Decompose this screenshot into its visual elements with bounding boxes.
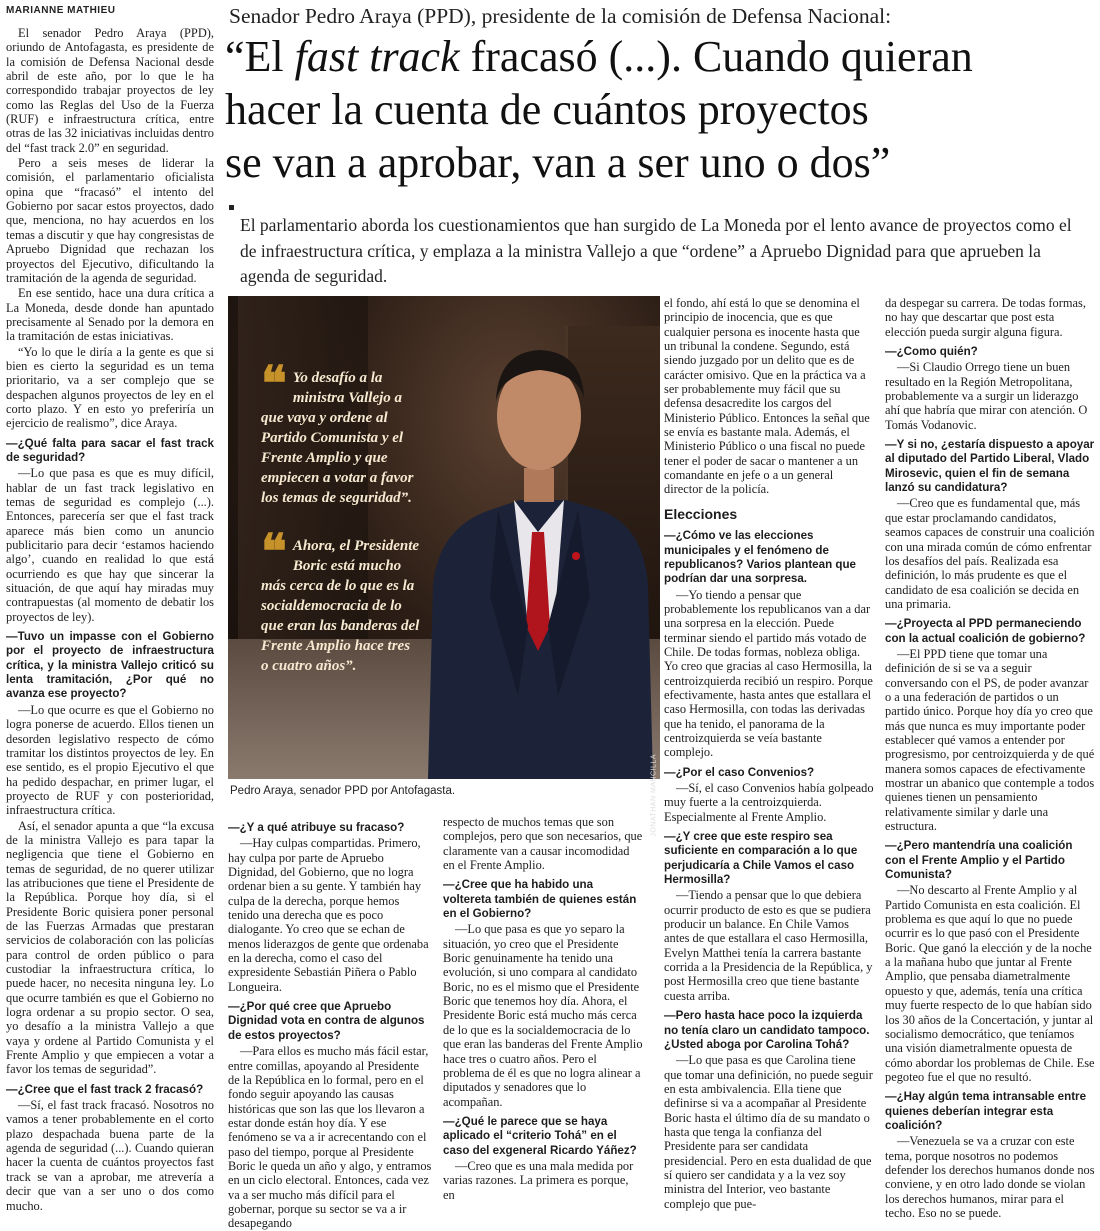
deck-bullet — [229, 205, 234, 210]
interview-question: —¿Como quién? — [885, 345, 978, 359]
article-paragraph: Pero a seis meses de liderar la comisión, el parlamentario oficialista opina que “fracasó” el intento del Gobierno por sacar estos proyectos, dado que, menciona, no hay acuerdos en los temas a discutir y que hay congresistas de Apruebo Dignidad que rechazan los proyectos del Ejecutivo, dificultando la tramitación de la agenda de seguridad. — [6, 156, 214, 285]
pull-quote-2 — [261, 526, 421, 676]
headline-line1-rest: fracasó (...). Cuando quieran — [459, 32, 973, 81]
article-paragraph: —No descarto al Frente Amplio y al Partido Comunista en esta coalición. El problema es que aquí lo que no puede ocurrir es lo que pasó con el Presidente Boric. Que ganó la elección y de la noche a la mañana hubo que juntar al Frente Amplio, que pensaba diametralmente opuesto y que, además, tenía una crítica muy fuerte respecto de lo que habían sido los 30 años de la Concertación, y juntar al socialismo democrático, que teníamos una visión diametralmente opuesta de cómo abordar los problemas de Chile. Ese pegoteo fue el que no resultó. — [885, 883, 1095, 1084]
interview-question: —¿Y cree que este respiro sea suficiente en comparación a lo que perjudicaría a Chile Vamos el caso Hermosilla? — [664, 830, 858, 887]
headline-line-1 — [225, 30, 1095, 83]
interview-question: —¿Cómo ve las elecciones municipales y el fenómeno de republicanos? Varios plantean que podrían dar una sorpresa. — [664, 529, 856, 586]
pull-quote-1-text: Yo desafío a la ministra Vallejo a que vaya y ordene al Partido Comunista y el Frente Amplio y que empiecen a votar a favor los temas de seguridad”. — [261, 370, 414, 506]
article-paragraph: el fondo, ahí está lo que se denomina el principio de inocencia, que es que cualquier persona es inocente hasta que un tribunal la condene. Segundo, está siendo juzgado por un delito que es de carácter omisivo. Que en la práctica va a ser probablemente muy fácil que su defensa desacredite los cargos del Ministerio Público. Entonces la señal que se envía es bastante mala. Además, el Ministerio Público o una fiscal no puede tener el poder de sacar o mantener a un comandante en jefe o a un general director de la policía. — [664, 296, 870, 497]
interview-question: —Y si no, ¿estaría dispuesto a apoyar al diputado del Partido Liberal, Vlado Mirosevic, quien el fin de semana lanzó su candidatura? — [885, 438, 1095, 495]
article-column-4 — [664, 296, 874, 1211]
article-paragraph: —Creo que es fundamental que, más que estar proclamando candidatos, seamos capaces de construir una coalición con una mirada común de cómo enfrentar los desafíos del país. Realizada esa definición, lo más prudente es que el candidato de esa coalición se decida en una primaria. — [885, 496, 1095, 611]
headline-italic: fast track — [294, 32, 460, 81]
section-heading: Elecciones — [664, 505, 738, 522]
article-paragraph: —Lo que pasa es que yo separo la situación, yo creo que el Presidente Boric genuinamente ha tenido una evolución, si uno compara al candidato Boric, no es el mismo que el Presidente Boric que tenemos hoy día. Ahora, el Presidente Boric está mucho más cerca de lo que es la socialdemocracia de lo que eran las banderas del Frente Amplio hace tres o cuatro años. Pero el problema de él es que no logra alinear a diputados y senadores que lo acompañan. — [443, 922, 643, 1109]
interview-question: —¿Por el caso Convenios? — [664, 765, 815, 779]
byline: MARIANNE MATHIEU — [6, 5, 116, 16]
article-paragraph: “Yo lo que le diría a la gente es que si bien es cierto la seguridad es un tema prioritario, va a ser complejo que se despachen algunos proyectos de ley en el corto plazo. Y en esto yo preferiría un ejercicio de realismo”, dice Araya. — [6, 344, 214, 431]
interview-question: —¿Cree que el fast track 2 fracasó? — [6, 1082, 204, 1096]
article-paragraph: Así, el senador apunta a que “la excusa de la ministra Vallejo es para tapar la negligencia que tiene el Gobierno en temas de seguridad, de no querer utilizar las atribuciones que tiene el Presidente de la República. Porque hoy día, si el Presidente Boric quisiera poner personal de las Fuerzas Armadas que prestaran servicios de colaboración con las policías para control de orden público o para custodiar la infraestructura crítica, lo puede hacer, no necesita ninguna ley. Lo que ocurre también es que el Gobierno no logra ordenar a su propio sector. O sea, yo desafío a la ministra Vallejo a que vaya y ordene al Partido Comunista y el Frente Amplio y que empiecen a votar a favor los temas de seguridad”. — [6, 818, 214, 1077]
article-column-1 — [6, 26, 214, 1213]
article-column-5 — [885, 296, 1095, 1220]
interview-question: —¿Qué falta para sacar el fast track de seguridad? — [6, 436, 214, 464]
article-paragraph: En ese sentido, hace una dura crítica a La Moneda, desde donde han apuntado precisamente al Senado por la demora en la tramitación de estas iniciativas. — [6, 286, 214, 344]
quote-mark-icon: ❝ — [261, 526, 287, 579]
article-paragraph: —Tiendo a pensar que lo que debiera ocurrir producto de esto es que se pudiera producir un balance. En Chile Vamos antes de que estallara el caso Hermosilla, Evelyn Matthei tenía la carrera bastante corrida a la Presidencia de la República, y post Hermosilla creo que tiene bastante cuesta arriba. — [664, 888, 873, 1003]
interview-question: —¿Por qué cree que Apruebo Dignidad vota en contra de algunos de estos proyectos? — [228, 1000, 425, 1042]
article-paragraph: —Venezuela se va a cruzar con este tema, porque nosotros no podemos defender los derechos humanos donde nos conviene, y en otro lado donde se violan los derechos humanos, mirar para el techo. Eso no se puede. — [885, 1134, 1095, 1220]
headline-line-2: hacer la cuenta de cuántos proyectos — [225, 85, 869, 134]
article-paragraph: El senador Pedro Araya (PPD), oriundo de Antofagasta, es presidente de la comisión de Defensa Nacional desde abril de este año, por lo que le ha correspondido trabajar proyectos de ley como las Reglas del Uso de la Fuerza (RUF) e infraestructura crítica, entre otras de las 32 iniciativas incluidas dentro del “fast track 2.0” en seguridad. — [6, 26, 214, 155]
interview-question: —¿Pero mantendría una coalición con el Frente Amplio y el Partido Comunista? — [885, 839, 1073, 882]
article-paragraph: —Lo que ocurre es que el Gobierno no logra ponerse de acuerdo. Ellos tienen un desorden legislativo respecto de cómo tramitar los distintos proyectos de ley. En ese sentido, es el propio Ejecutivo el que ha pedido despachar, en primer lugar, el proyecto de RUF y con posterioridad, infraestructura crítica. — [6, 702, 214, 818]
article-paragraph: —Hay culpas compartidas. Primero, hay culpa por parte de Apruebo Dignidad, del Gobierno, que no logra ordenar bien a su gente. Y también hay culpa de la derecha, porque hemos tenido una derecha que es poco dialogante. Yo creo que se echan de menos liderazgos de gente que ordenaba en la derecha, como el caso del expresidente Sebastián Piñera o Pablo Longueira. — [228, 836, 429, 994]
article-paragraph: —Creo que es una mala medida por varias razones. La primera es porque, en — [443, 1158, 634, 1202]
interview-question: —¿Cree que ha habido una voltereta también de quienes están en el Gobierno? — [443, 878, 637, 921]
article-paragraph: —Yo tiendo a pensar que probablemente los republicanos van a dar una sorpresa en la elección. Puede terminar siendo el partido más votado de Chile. De todas formas, nobleza obliga. Yo creo que gracias al caso Hermosilla, la centroizquierda recibió un respiro. Porque efectivamente, hasta antes que estallara el caso Hermosilla, con todas las derivadas que ha tenido, el panorama de la centroizquierda se veía bastante complejo. — [664, 587, 873, 760]
article-paragraph: —Lo que pasa es que Carolina tiene que tomar una definición, no puede seguir en esta ambivalencia. Ella tiene que definirse si va a acompañar al Presidente Boric hasta el último día de su mandato o hasta que tenga la confianza del Presidente para ser candidata presidencial. Pero en esta dualidad de que sí quiero ser candidata y a la vez soy ministra del Interior, veo bastante complejo que pue- — [664, 1053, 873, 1211]
article-paragraph: —Sí, el caso Convenios había golpeado muy fuerte a la centroizquierda. Especialmente al Frente Amplio. — [664, 781, 874, 824]
interview-question: —¿Proyecta al PPD permaneciendo con la actual coalición de gobierno? — [885, 617, 1086, 645]
article-column-3 — [443, 815, 643, 1202]
quote-mark-icon: ❝ — [261, 358, 287, 411]
kicker: Senador Pedro Araya (PPD), presidente de la comisión de Defensa Nacional: — [229, 4, 892, 28]
pull-quote-1 — [261, 358, 421, 508]
interview-question: —Pero hasta hace poco la izquierda no tenía claro un candidato tampoco. ¿Usted aboga por Carolina Tohá? — [664, 1009, 870, 1051]
interview-question: —¿Y a qué atribuye su fracaso? — [228, 821, 405, 834]
interview-question: —¿Hay algún tema intransable entre quienes deberían integrar esta coalición? — [885, 1090, 1087, 1132]
article-paragraph: respecto de muchos temas que son complejos, pero que son necesarios, que claramente van a causar incomodidad en el Frente Amplio. — [443, 815, 643, 873]
photo-credit: JONATHAN MANCILLA — [651, 754, 658, 837]
photo-caption: Pedro Araya, senador PPD por Antofagasta. — [230, 785, 456, 797]
article-paragraph: —Si Claudio Orrego tiene un buen resultado en la Región Metropolitana, probablemente va a surgir un liderazgo ahí que habría que mirar con atención. O Tomás Vodanovic. — [885, 360, 1088, 432]
article-paragraph: da despegar su carrera. De todas formas, no hay que descartar que post esta elección pueda surgir alguna figura. — [885, 296, 1086, 339]
article-paragraph: —Para ellos es mucho más fácil estar, entre comillas, apoyando al Presidente de la República en lo formal, pero en el fondo seguir apoyando las causas históricas que son las que los llevaron a estar donde están hoy día. Y ese fenómeno se va a ir acrecentando con el paso del tiempo, porque al Presidente Boric le queda un año y algo, y entramos en un ciclo electoral. Entonces, cada vez va a ser mucho más difícil para el gobernar, porque su sector se va a ir desapegando — [228, 1044, 432, 1231]
interview-question: —¿Qué le parece que se haya aplicado el “criterio Tohá” en el caso del exgeneral Ricardo Yáñez? — [443, 1114, 637, 1157]
headline-line-3: se van a aprobar, van a ser uno o dos” — [225, 138, 891, 187]
headline-open: “El — [225, 32, 295, 81]
interview-question: —Tuvo un impasse con el Gobierno por el proyecto de infraestructura crítica, y la ministra Vallejo criticó su lenta tramitación, ¿Por qué no avanza ese proyecto? — [6, 630, 214, 701]
article-paragraph: —Sí, el fast track fracasó. Nosotros no vamos a tener probablemente en el corto plazo despachada buena parte de la agenda de seguridad (...). Cuando quieran hacer la cuenta de cuántos proyectos fast track se van a aprobar, me atrevería a decir que van a ser uno o dos como mucho. — [6, 1098, 214, 1213]
deck: El parlamentario aborda los cuestionamientos que han surgido de La Moneda por el lento avance de proyectos como el de infraestructura crítica, y emplaza a la ministra Vallejo a que “ordene” a Apruebo Dignidad para que aprueben la agenda de seguridad. — [240, 215, 1072, 286]
pull-quote-2-text: Ahora, el Presidente Boric está mucho más cerca de lo que es la socialdemocracia de lo que eran las banderas del Frente Amplio hace tres o cuatro años”. — [261, 538, 420, 674]
article-paragraph: —Lo que pasa es que es muy difícil, hablar de un fast track legislativo en temas de seguridad es complejo (...). Entonces, parecería ser que el fast track aparece más bien como un anuncio publicitario para decir ‘estamos haciendo algo’, cuando en realidad lo que está ocurriendo es que hay que sincerar la situación, de que aquí hay miradas muy contrapuestas (al momento de debatir los proyectos de ley). — [6, 466, 214, 624]
article-paragraph: —El PPD tiene que tomar una definición de si se va a seguir conversando con el PS, de poder avanzar o a una federación de partidos o un partido único. Porque hoy día yo creo que más que nunca es muy importante poder establecer qué vamos a entender por progresismo, por centroizquierda y de qué manera somos capaces de efectivamente mostrar un abanico que contemple a todos quienes tienen un pensamiento relativamente similar y darle una estructura. — [885, 646, 1095, 834]
headline — [225, 30, 1095, 189]
article-column-2 — [228, 815, 433, 1231]
